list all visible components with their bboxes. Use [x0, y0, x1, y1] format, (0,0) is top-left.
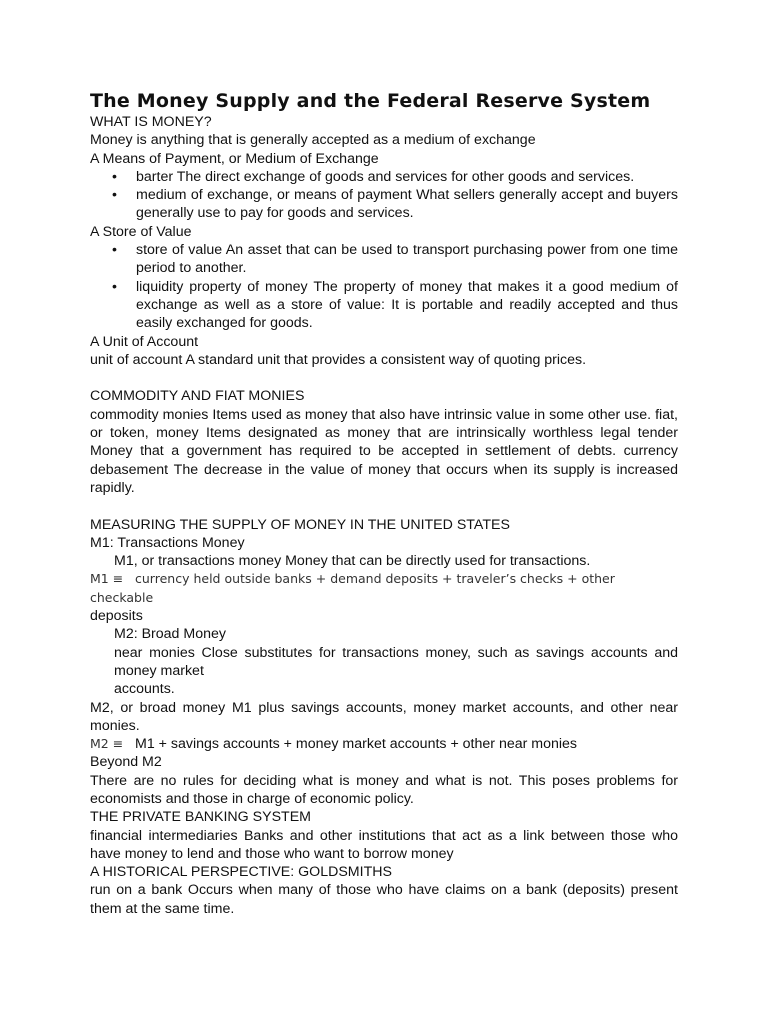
store-bullet-list: [90, 241, 678, 332]
subheading-m2: M2: Broad Money: [114, 626, 226, 643]
bullet-icon: •: [112, 242, 117, 259]
bullet-text: liquidity property of money The property of money that makes it a good medium of exchange as well as a store of value: It is portable and readily accepted and thus easily exchanged for goods.: [136, 278, 678, 332]
means-bullet-list: [90, 168, 678, 223]
section-heading-measuring-supply: MEASURING THE SUPPLY OF MONEY IN THE UNITED STATES: [90, 516, 510, 533]
bullet-text: store of value An asset that can be used to transport purchasing power from one time period to another.: [136, 242, 678, 277]
m2-equation-lhs: M2 ≡: [90, 736, 124, 752]
subheading-store-of-value: A Store of Value: [90, 223, 192, 240]
financial-intermediaries-paragraph: financial intermediaries Banks and other institutions that act as a link between those who have money to lend and those who want to borrow money: [90, 827, 678, 862]
list-item: [90, 168, 678, 186]
list-item: [90, 241, 678, 278]
beyond-m2-paragraph: There are no rules for deciding what is money and what is not. This poses problems for economists and those in charge of economic policy.: [90, 772, 678, 807]
m1-equation: [90, 570, 678, 607]
near-monies-continuation: accounts.: [114, 681, 175, 698]
bullet-icon: •: [112, 278, 117, 295]
run-on-bank-paragraph: run on a bank Occurs when many of those who have claims on a bank (deposits) present them at the same time.: [90, 882, 678, 917]
bullet-text: medium of exchange, or means of payment What sellers generally accept and buyers generally use to pay for goods and services.: [136, 187, 678, 222]
m2-equation-rhs: M1 + savings accounts + money market accounts + other near monies: [135, 736, 578, 753]
commodity-paragraph: commodity monies Items used as money that also have intrinsic value in some other use. fiat, or token, money Items designated as money that are intrinsically worthless legal tender Money that a government has required to be accepted in settlement of debts. currency debasement The decrease in the value of money that occurs when its supply is increased rapidly.: [90, 406, 678, 496]
spacer: [90, 369, 678, 387]
m1-definition: M1, or transactions money Money that can be directly used for transactions.: [114, 553, 591, 570]
m1-equation-lhs: M1 ≡: [90, 571, 124, 587]
list-item: [90, 278, 678, 333]
section-heading-private-banking: THE PRIVATE BANKING SYSTEM: [90, 809, 311, 826]
unit-of-account-definition: unit of account A standard unit that provides a consistent way of quoting prices.: [90, 351, 587, 368]
money-definition: Money is anything that is generally accepted as a medium of exchange: [90, 132, 536, 149]
subheading-means-of-payment: A Means of Payment, or Medium of Exchange: [90, 150, 379, 167]
section-heading-what-is-money: WHAT IS MONEY?: [90, 114, 212, 130]
m2-definition: M2, or broad money M1 plus savings accounts, money market accounts, and other near monies.: [90, 699, 678, 734]
bullet-text: barter The direct exchange of goods and services for other goods and services.: [136, 168, 635, 185]
subheading-unit-of-account: A Unit of Account: [90, 333, 199, 350]
bullet-icon: •: [112, 187, 117, 204]
page-title: The Money Supply and the Federal Reserve System: [90, 90, 651, 112]
m2-equation: [90, 735, 678, 753]
m1-equation-continuation: deposits: [90, 608, 143, 625]
bullet-icon: •: [112, 168, 117, 185]
m1-equation-rhs: currency held outside banks + demand deposits + traveler’s checks + other checkable: [90, 571, 615, 605]
subheading-m1: M1: Transactions Money: [90, 534, 245, 551]
list-item: [90, 186, 678, 223]
subheading-beyond-m2: Beyond M2: [90, 754, 162, 771]
spacer: [90, 497, 678, 515]
near-monies-definition: near monies Close substitutes for transactions money, such as savings accounts and money market: [114, 644, 678, 679]
section-heading-historical: A HISTORICAL PERSPECTIVE: GOLDSMITHS: [90, 864, 392, 881]
document-body: [90, 113, 678, 918]
section-heading-commodity-fiat: COMMODITY AND FIAT MONIES: [90, 388, 305, 405]
